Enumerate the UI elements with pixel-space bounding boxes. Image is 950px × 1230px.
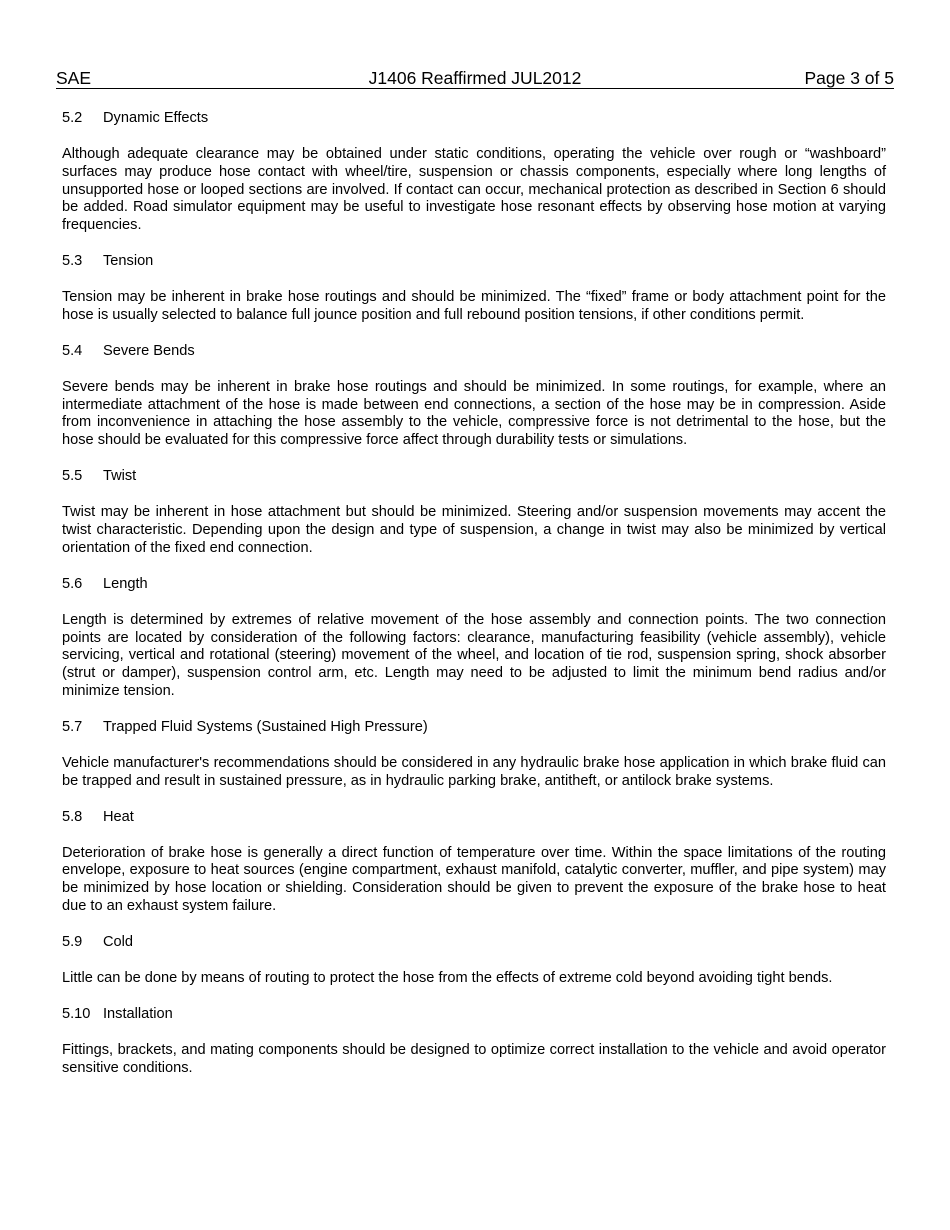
section-5-2: [62, 110, 886, 235]
section-number: 5.8: [62, 808, 83, 825]
section-heading: [62, 576, 886, 594]
header-org: SAE: [56, 68, 92, 88]
section-heading: [62, 934, 886, 952]
section-number: 5.9: [62, 933, 83, 950]
section-title: Cold: [103, 933, 134, 950]
section-title: Heat: [103, 808, 134, 825]
section-number: 5.10: [62, 1006, 91, 1023]
section-5-6: [62, 576, 886, 701]
section-heading: [62, 253, 886, 271]
section-heading: [62, 110, 886, 128]
section-title: Twist: [103, 468, 137, 485]
section-5-8: [62, 809, 886, 916]
section-5-7: [62, 719, 886, 791]
section-paragraph: Length is determined by extremes of relative movement of the hose assembly and connection points. The two connection points are located by consideration of the following factors: clearance, manufacturing feasibility (vehicle assembly), vehicle servicing, vertical and rotational (steering) movement of the wheel, and location of tie rod, suspension spring, shock absorber (strut or damper), suspension control arm, etc. Length may need to be adjusted to limit the minimum bend radius and/or minimize tension.: [62, 611, 886, 699]
section-number: 5.5: [62, 468, 83, 485]
section-5-10: [62, 1006, 886, 1078]
section-title: Length: [103, 575, 148, 592]
header-page-number: Page 3 of 5: [804, 68, 894, 88]
section-heading: [62, 343, 886, 361]
section-paragraph: Although adequate clearance may be obtained under static conditions, operating the vehicle over rough or “washboard” surfaces may produce hose contact with wheel/tire, suspension or chassis components, especially where long lengths of unsupported hose or looped sections are involved. If contact can occur, mechanical protection as described in Section 6 should be added. Road simulator equipment may be useful to investigate hose resonant effects by observing hose motion at varying frequencies.: [62, 146, 886, 233]
page-header: [56, 67, 894, 89]
section-title: Severe Bends: [103, 342, 195, 359]
section-title: Installation: [103, 1006, 173, 1023]
document-body: [62, 110, 886, 1096]
section-5-3: [62, 253, 886, 325]
section-paragraph: Fittings, brackets, and mating components should be designed to optimize correct installation to the vehicle and avoid operator sensitive conditions.: [62, 1042, 886, 1076]
section-heading: [62, 1006, 886, 1024]
section-paragraph: Vehicle manufacturer's recommendations should be considered in any hydraulic brake hose application in which brake fluid can be trapped and result in sustained pressure, as in hydraulic parking brake, antitheft, or antilock brake systems.: [62, 754, 886, 789]
section-5-4: [62, 343, 886, 450]
section-paragraph: Little can be done by means of routing to protect the hose from the effects of extreme cold beyond avoiding tight bends.: [62, 970, 833, 987]
section-number: 5.2: [62, 110, 83, 126]
section-paragraph: Tension may be inherent in brake hose routings and should be minimized. The “fixed” frame or body attachment point for the hose is usually selected to balance full jounce position and full rebound position tensions, if other conditions permit.: [62, 289, 886, 323]
section-number: 5.6: [62, 575, 83, 592]
section-5-5: [62, 468, 886, 557]
header-doc-id: J1406 Reaffirmed JUL2012: [368, 68, 582, 88]
section-title: Tension: [103, 253, 154, 269]
section-title: Dynamic Effects: [103, 110, 209, 126]
section-paragraph: Deterioration of brake hose is generally a direct function of temperature over time. Within the space limitations of the routing envelope, exposure to heat sources (engine compartment, exhaust manifold, catalytic converter, muffler, and pipe system) may be minimized by hose location or shielding. Consideration should be given to prevent the exposure of the brake hose to heat due to an exhaust system failure.: [62, 844, 886, 914]
section-5-9: [62, 934, 886, 988]
section-number: 5.7: [62, 718, 83, 735]
section-heading: [62, 468, 886, 486]
section-title: Trapped Fluid Systems (Sustained High Pressure): [103, 718, 428, 735]
section-number: 5.3: [62, 253, 83, 269]
section-heading: [62, 809, 886, 827]
section-paragraph: Severe bends may be inherent in brake hose routings and should be minimized. In some routings, for example, where an intermediate attachment of the hose is made between end connections, a section of the hose may be in compression. Aside from inconvenience in attaching the hose assembly to the vehicle, compressive force is not detrimental to the hose, but the hose should be evaluated for this compressive force affect through durability tests or simulations.: [62, 378, 886, 449]
section-number: 5.4: [62, 342, 83, 359]
section-heading: [62, 719, 886, 737]
section-paragraph: Twist may be inherent in hose attachment but should be minimized. Steering and/or suspension movements may accent the twist characteristic. Depending upon the design and type of suspension, a change in twist may also be minimized by vertical orientation of the fixed end connection.: [62, 504, 886, 556]
